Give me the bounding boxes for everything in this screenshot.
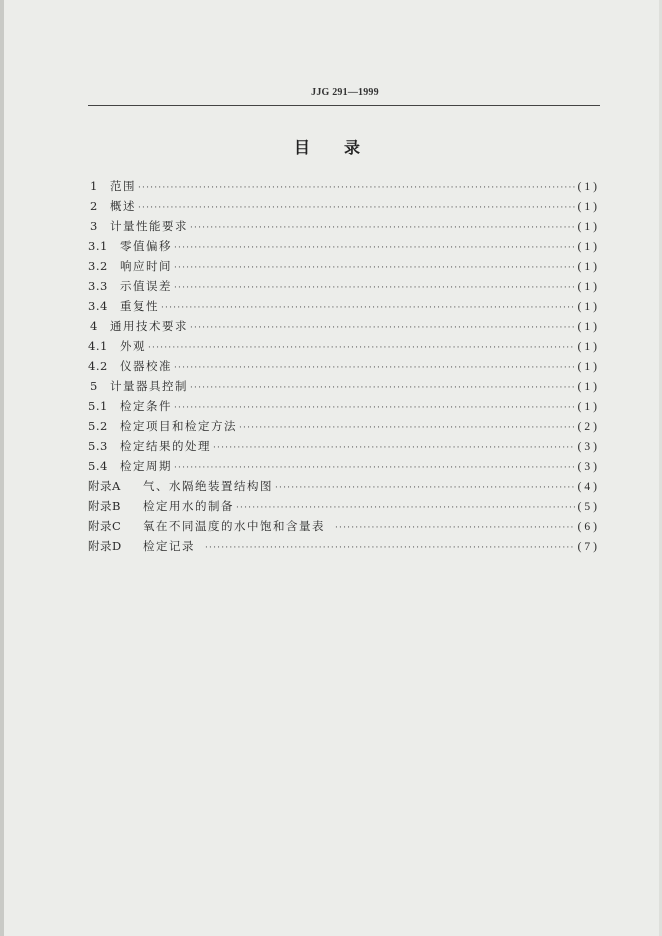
toc-entry-number: 3.3 xyxy=(88,279,108,293)
toc-entry-number: 3 xyxy=(90,219,98,233)
toc-entry[interactable] xyxy=(88,356,600,376)
toc-leader-dots xyxy=(190,218,575,238)
toc-leader-dots xyxy=(148,338,575,358)
toc-entry-label: 检定周期 xyxy=(120,459,172,473)
toc-entry-number: 附录B xyxy=(88,499,121,513)
toc-entry-page: (6) xyxy=(577,521,600,533)
toc-entry-page: (7) xyxy=(577,541,600,553)
toc-leader-dots xyxy=(174,398,575,418)
toc-entry-number: 4.2 xyxy=(88,359,108,373)
toc-entry-label: 计量器具控制 xyxy=(110,379,188,393)
toc-entry-label: 氧在不同温度的水中饱和含量表 xyxy=(143,519,325,533)
header-divider xyxy=(88,105,600,106)
toc-leader-dots xyxy=(174,238,575,258)
toc-entry-page: (3) xyxy=(577,441,600,453)
toc-entry-number: 1 xyxy=(90,179,98,193)
toc-entry-label: 检定用水的制备 xyxy=(143,499,234,513)
toc-entry[interactable] xyxy=(88,436,600,456)
toc-entry[interactable] xyxy=(88,176,600,196)
toc-entry-page: (1) xyxy=(577,181,600,193)
toc-leader-dots xyxy=(335,518,575,538)
toc-leader-dots xyxy=(174,458,575,478)
toc-title: 目录 xyxy=(293,138,394,157)
table-of-contents xyxy=(88,176,600,556)
toc-entry-number: 5.4 xyxy=(88,459,108,473)
toc-entry-page: (1) xyxy=(577,261,600,273)
toc-entry[interactable] xyxy=(88,456,600,476)
toc-leader-dots xyxy=(239,418,575,438)
toc-entry[interactable] xyxy=(88,536,600,556)
toc-entry-number: 5.1 xyxy=(88,399,108,413)
toc-entry-label: 检定项目和检定方法 xyxy=(120,419,237,433)
toc-entry-page: (3) xyxy=(577,461,600,473)
toc-leader-dots xyxy=(161,298,575,318)
toc-entry-number: 5.3 xyxy=(88,439,108,453)
toc-entry-number: 5.2 xyxy=(88,419,108,433)
toc-entry-page: (5) xyxy=(577,501,600,513)
toc-entry-label: 响应时间 xyxy=(120,259,172,273)
toc-entry-page: (1) xyxy=(577,381,600,393)
toc-entry[interactable] xyxy=(88,416,600,436)
toc-leader-dots xyxy=(174,358,575,378)
toc-entry-label: 外观 xyxy=(120,339,146,353)
toc-leader-dots xyxy=(236,498,575,518)
toc-entry-label: 范围 xyxy=(110,179,136,193)
toc-entry-page: (1) xyxy=(577,221,600,233)
toc-leader-dots xyxy=(190,378,575,398)
toc-entry[interactable] xyxy=(88,316,600,336)
toc-entry[interactable] xyxy=(88,296,600,316)
toc-entry[interactable] xyxy=(88,396,600,416)
toc-entry-number: 5 xyxy=(90,379,98,393)
toc-entry[interactable] xyxy=(88,276,600,296)
toc-entry-label: 重复性 xyxy=(120,299,159,313)
toc-entry[interactable] xyxy=(88,376,600,396)
toc-leader-dots xyxy=(174,258,575,278)
toc-leader-dots xyxy=(275,478,575,498)
toc-entry-number: 4.1 xyxy=(88,339,108,353)
toc-entry-page: (1) xyxy=(577,281,600,293)
toc-entry-page: (1) xyxy=(577,241,600,253)
toc-entry-number: 4 xyxy=(90,319,98,333)
toc-entry-page: (1) xyxy=(577,201,600,213)
toc-entry[interactable] xyxy=(88,476,600,496)
toc-entry[interactable] xyxy=(88,196,600,216)
toc-leader-dots xyxy=(190,318,575,338)
toc-leader-dots xyxy=(138,198,575,218)
toc-entry-page: (1) xyxy=(577,401,600,413)
toc-entry-number: 附录D xyxy=(88,539,122,553)
toc-entry-label: 概述 xyxy=(110,199,136,213)
toc-leader-dots xyxy=(205,538,575,558)
toc-entry[interactable] xyxy=(88,496,600,516)
standard-code: JJG 291—1999 xyxy=(311,87,379,98)
toc-entry-number: 2 xyxy=(90,199,98,213)
toc-entry-page: (4) xyxy=(577,481,600,493)
toc-leader-dots xyxy=(213,438,575,458)
toc-entry[interactable] xyxy=(88,236,600,256)
toc-entry-label: 气、水隔绝装置结构图 xyxy=(143,479,273,493)
toc-entry-number: 附录C xyxy=(88,519,122,533)
toc-entry-page: (1) xyxy=(577,301,600,313)
toc-entry-number: 3.2 xyxy=(88,259,108,273)
toc-entry-number: 附录A xyxy=(88,479,121,493)
toc-entry-label: 检定结果的处理 xyxy=(120,439,211,453)
toc-entry-label: 通用技术要求 xyxy=(110,319,188,333)
toc-entry-page: (1) xyxy=(577,361,600,373)
toc-entry-page: (1) xyxy=(577,321,600,333)
toc-entry-page: (1) xyxy=(577,341,600,353)
toc-entry[interactable] xyxy=(88,216,600,236)
toc-entry-page: (2) xyxy=(577,421,600,433)
toc-entry-label: 示值误差 xyxy=(120,279,172,293)
toc-entry-label: 仪器校准 xyxy=(120,359,172,373)
toc-entry[interactable] xyxy=(88,336,600,356)
toc-leader-dots xyxy=(138,178,575,198)
toc-entry-label: 零值偏移 xyxy=(120,239,172,253)
toc-entry-number: 3.4 xyxy=(88,299,108,313)
toc-entry-number: 3.1 xyxy=(88,239,108,253)
toc-entry-label: 检定条件 xyxy=(120,399,172,413)
toc-entry[interactable] xyxy=(88,516,600,536)
toc-entry-label: 检定记录 xyxy=(143,539,195,553)
toc-entry-label: 计量性能要求 xyxy=(110,219,188,233)
toc-entry[interactable] xyxy=(88,256,600,276)
toc-leader-dots xyxy=(174,278,575,298)
